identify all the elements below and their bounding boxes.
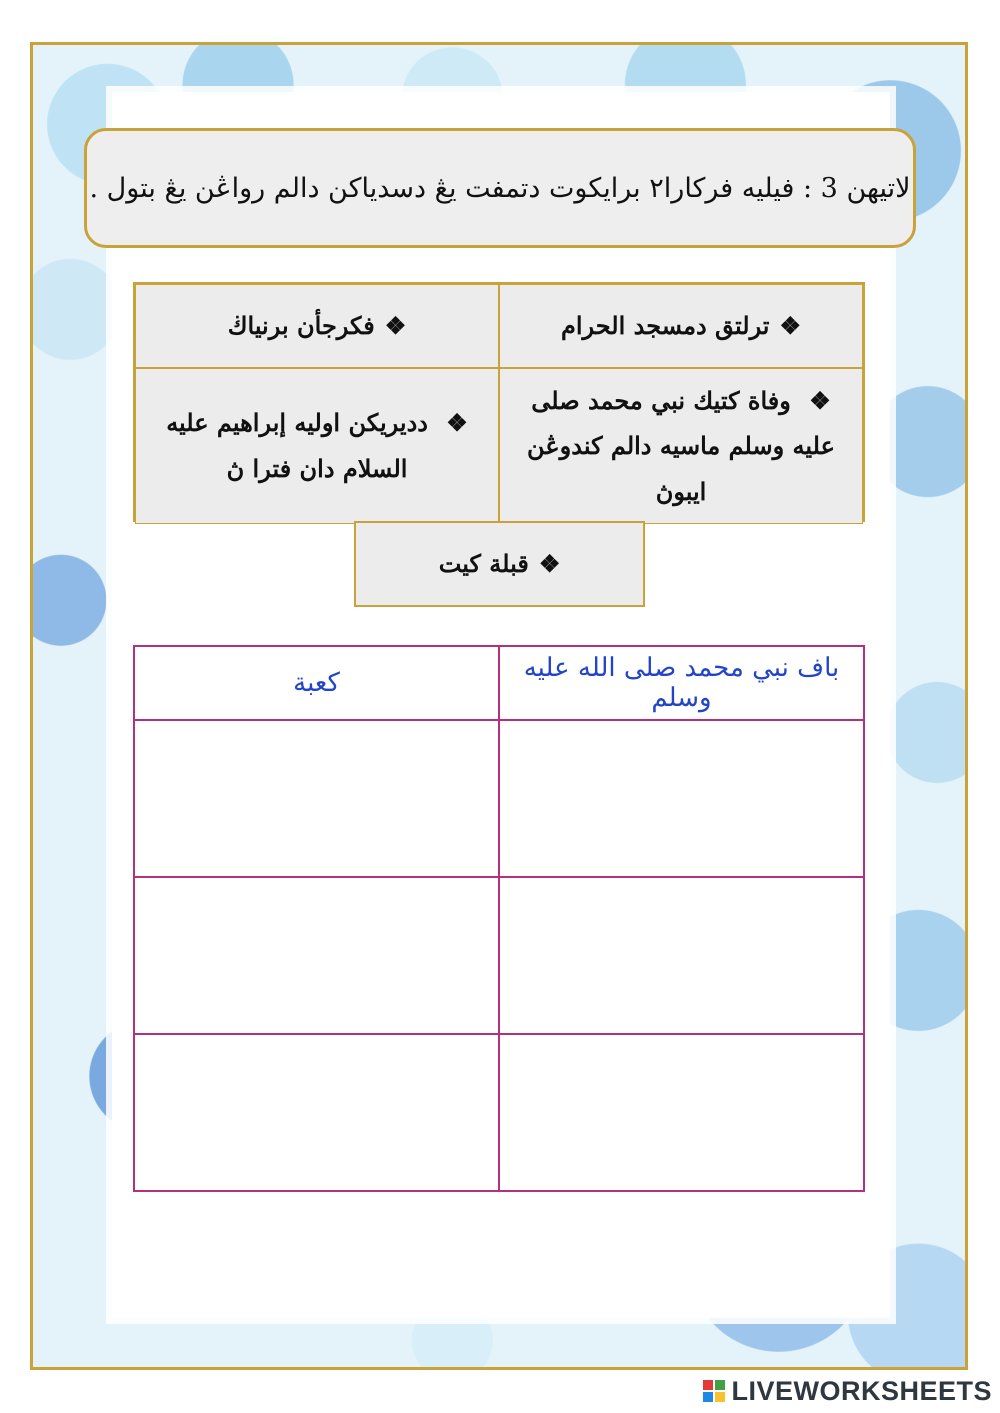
liveworksheets-logo <box>703 1373 992 1409</box>
choice-card-2-text: فكرجأن برنياڬ <box>227 311 375 341</box>
instruction-text: لاتيهن 3 : فيليه فركارا٢ برايكوت دتمفت يڠ دسدياكن دالم رواڠن يڠ بتول . <box>89 172 911 204</box>
bullet-icon: ❖ <box>446 408 468 438</box>
choice-card-4[interactable] <box>135 368 499 524</box>
choice-card-3[interactable] <box>499 368 863 524</box>
table-row <box>134 1034 864 1191</box>
bullet-icon: ❖ <box>538 549 561 579</box>
drop-zone-kaaba[interactable] <box>134 1034 499 1191</box>
drop-zone-kaaba[interactable] <box>134 877 499 1034</box>
drop-zone-kaaba[interactable] <box>134 720 499 877</box>
choice-card-4-text: دديريكن اوليه إبراهيم عليه السلام دان فترا ڽ <box>166 408 428 483</box>
drop-zone-prophet-father[interactable] <box>499 877 864 1034</box>
drop-zone-prophet-father[interactable] <box>499 720 864 877</box>
choice-card-3-text: وفاة كتيك نبي محمد صلى عليه وسلم ماسيه دالم كندوڠن ايبوڽ <box>527 385 835 506</box>
table-row <box>134 877 864 1034</box>
header-prophet-father: باف نبي محمد صلى الله عليه وسلم <box>499 646 864 720</box>
instruction-banner <box>84 128 916 248</box>
header-kaaba: كعبة <box>134 646 499 720</box>
choice-card-1[interactable] <box>499 284 863 368</box>
bullet-icon: ❖ <box>809 385 831 415</box>
sorting-table <box>133 645 865 1192</box>
drop-zone-prophet-father[interactable] <box>499 1034 864 1191</box>
answer-choice-cards <box>133 282 865 522</box>
choice-card-5-text: قبلة كيت <box>438 549 529 579</box>
choice-card-1-text: ترلتق دمسجد الحرام <box>561 311 770 341</box>
choice-card-5[interactable] <box>354 521 645 607</box>
bullet-icon: ❖ <box>779 311 802 341</box>
liveworksheets-mark-icon <box>703 1380 725 1402</box>
choice-card-2[interactable] <box>135 284 499 368</box>
brand-text: LIVEWORKSHEETS <box>731 1375 992 1406</box>
table-header-row <box>134 646 864 720</box>
table-row <box>134 720 864 877</box>
bullet-icon: ❖ <box>384 311 407 341</box>
